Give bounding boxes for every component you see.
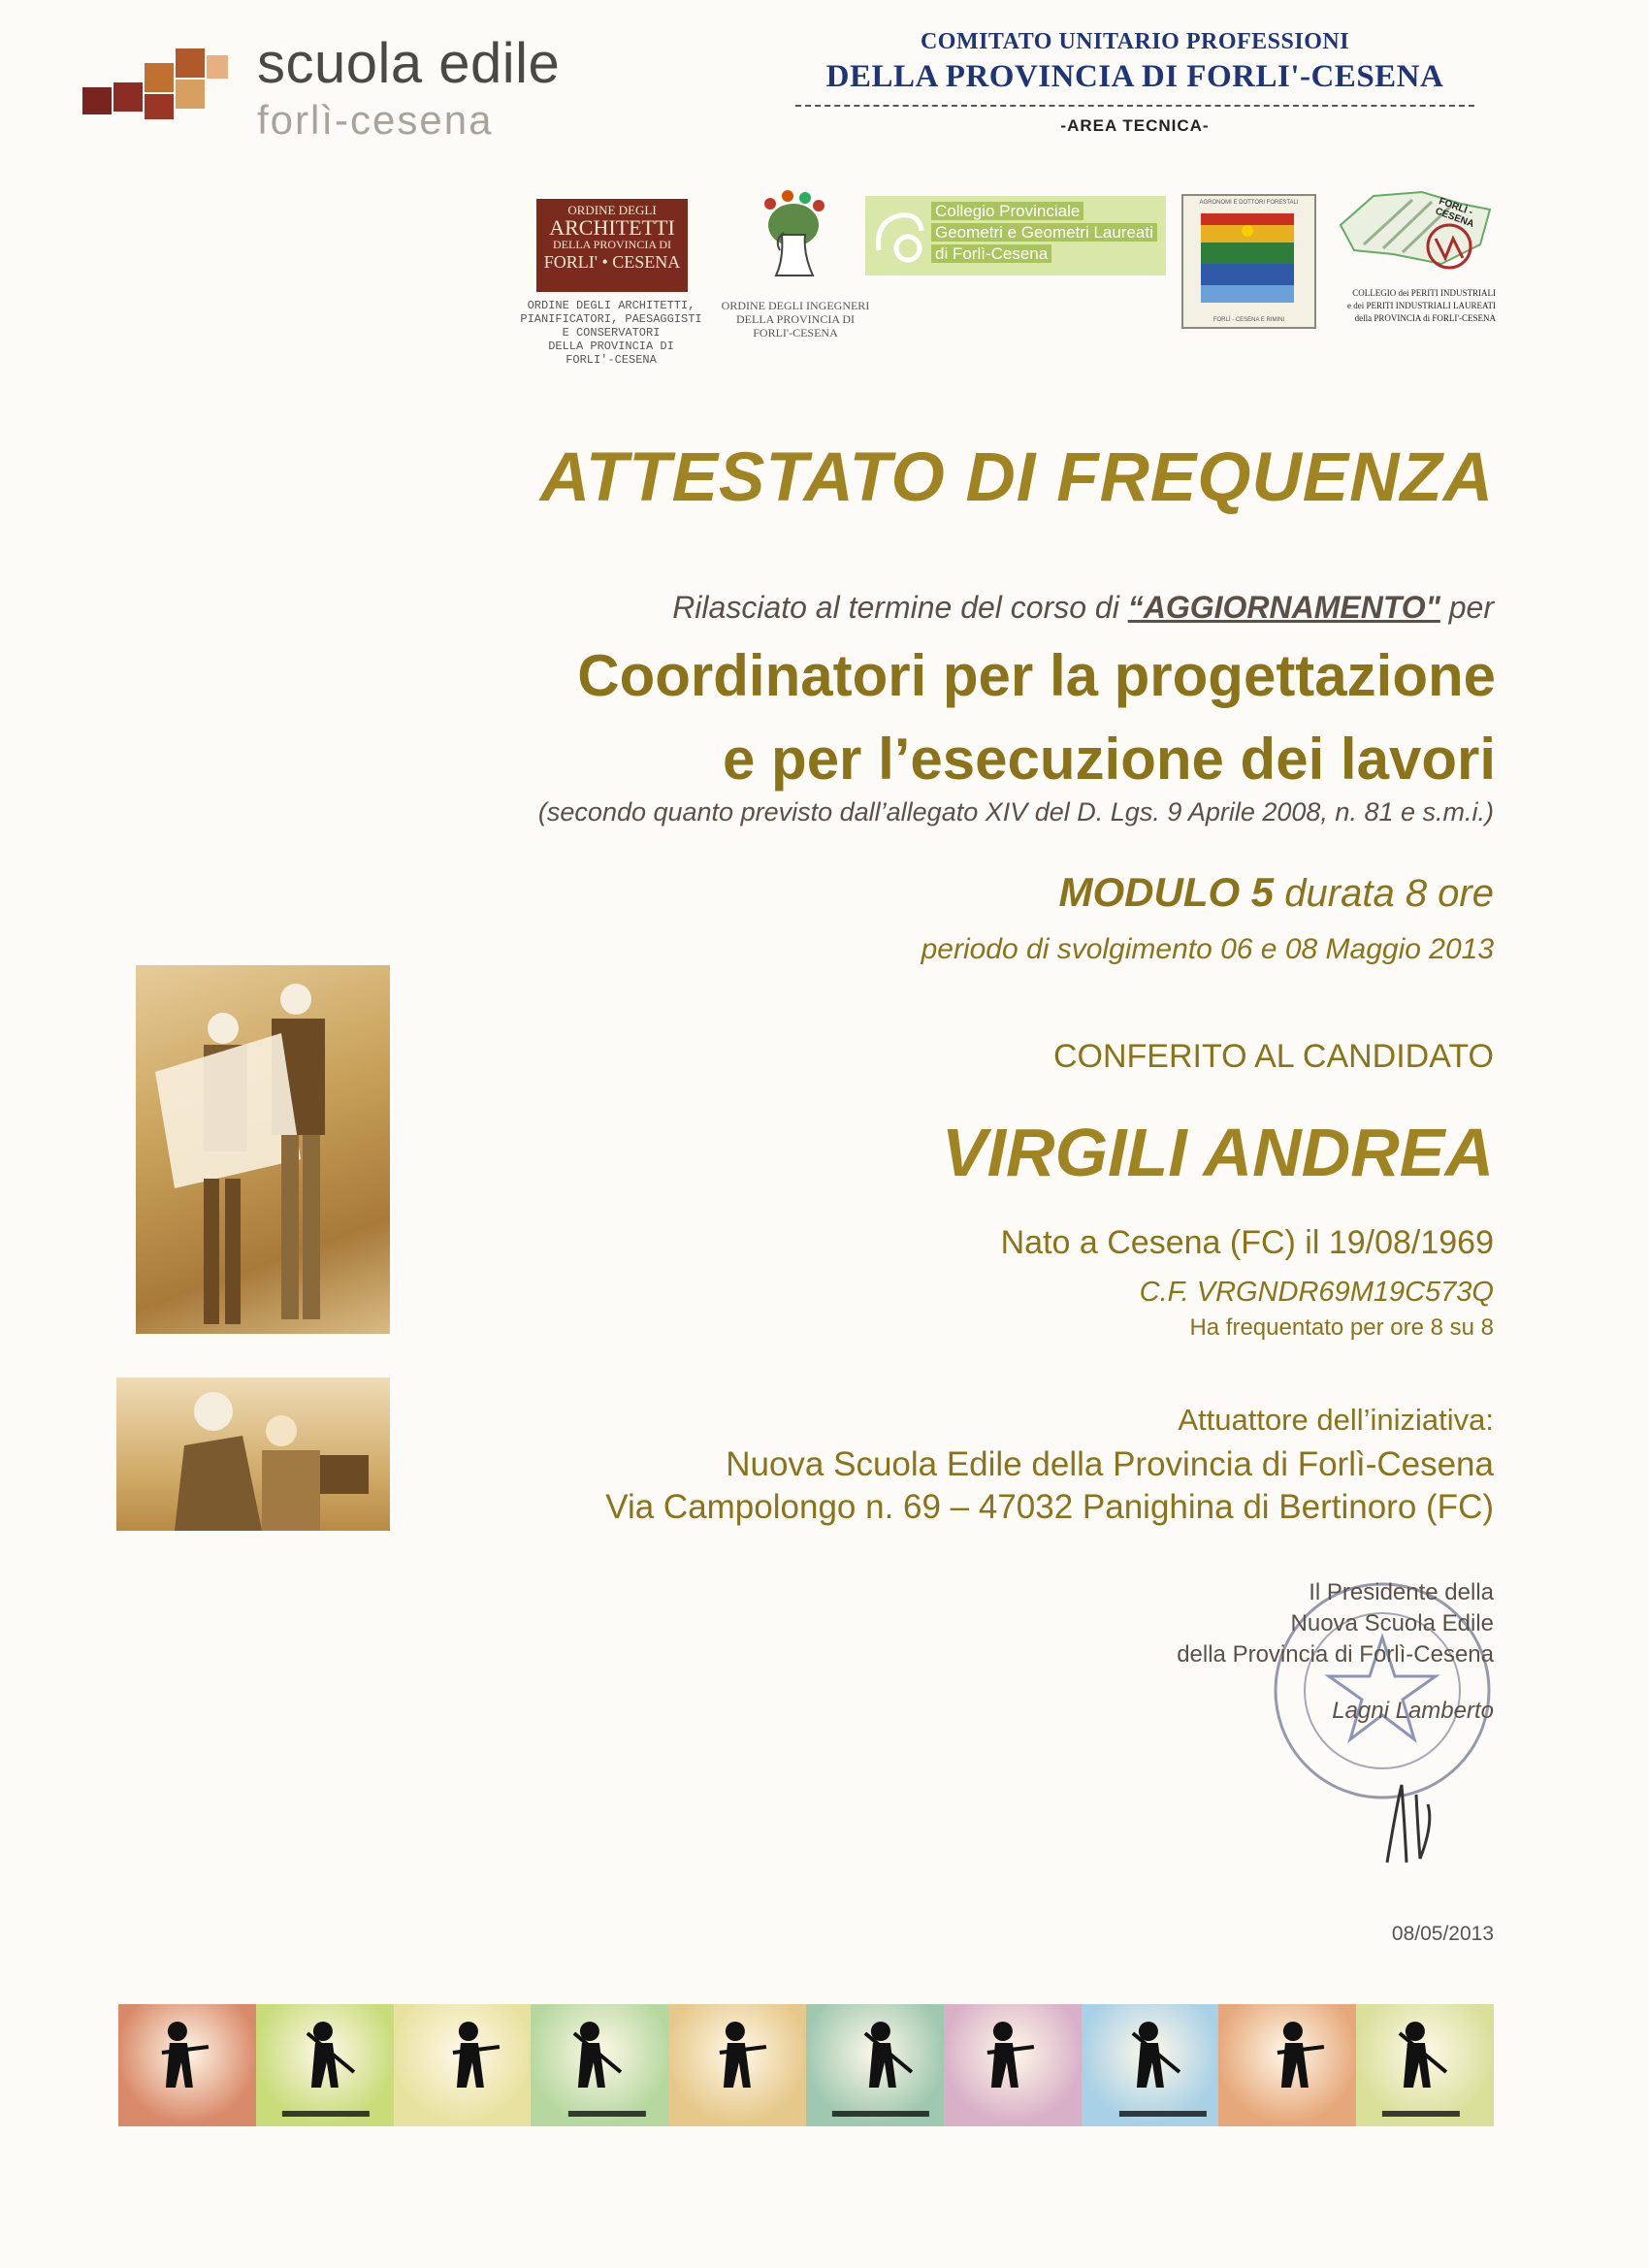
logo-title: scuola edile (257, 32, 561, 95)
worker-silhouette-icon (1218, 2004, 1356, 2126)
worker-silhouette-icon (118, 2004, 256, 2126)
periti-map-icon (1335, 186, 1496, 283)
architects-caption (485, 299, 737, 367)
logo-subtitle: forlì-cesena (257, 97, 494, 143)
committee-line2: DELLA PROVINCIA DI FORLI'-CESENA (825, 59, 1444, 94)
certificate-title: ATTESTATO DI FREQUENZA (539, 439, 1494, 516)
worker-silhouette-tile (806, 2004, 944, 2126)
worker-silhouette-icon (668, 2004, 806, 2126)
implementer-address: Via Campolongo n. 69 – 47032 Panighina di Bertinoro (FC) (605, 1488, 1494, 1526)
agronomi-bottom-text: FORLÌ - CESENA E RIMINI (1212, 317, 1285, 323)
fiscal-code: C.F. VRGNDR69M19C573Q (1139, 1277, 1494, 1308)
worker-silhouette-strip (118, 2004, 1494, 2126)
agronomi-landscape-icon (1201, 213, 1294, 303)
worker-silhouette-tile (1082, 2004, 1219, 2126)
geometri-badge-line2: Geometri e Geometri Laureati (931, 223, 1157, 242)
course-period: periodo di svolgimento 06 e 08 Maggio 2013 (921, 933, 1494, 965)
implementer-name: Nuova Scuola Edile della Provincia di Forlì-Cesena (726, 1445, 1494, 1483)
geometri-college-logo (865, 196, 1166, 275)
divider (795, 105, 1474, 107)
issued-suffix: per (1439, 590, 1494, 625)
president-line2: Nuova Scuola Edile (1290, 1610, 1494, 1636)
attendance-hours: Ha frequentato per ore 8 su 8 (1189, 1314, 1494, 1341)
signature-icon (1358, 1766, 1474, 1882)
committee-header (795, 29, 1474, 136)
architects-badge-line1: ORDINE DEGLI (567, 203, 657, 217)
agronomi-top-text: AGRONOMI E DOTTORI FORESTALI (1199, 200, 1299, 206)
periti-caption-line: COLLEGIO dei PERITI INDUSTRIALI (1352, 288, 1496, 298)
engineers-caption-line: ORDINE DEGLI INGEGNERI (721, 299, 870, 312)
periti-badge-text: FORLÌ - CESENA (1434, 196, 1476, 230)
architects-caption-line: E CONSERVATORI (562, 326, 661, 340)
scuola-edile-logo-icon (82, 44, 228, 141)
course-type: “AGGIORNAMENTO" (1127, 590, 1440, 625)
architects-caption-line: FORLI'-CESENA (566, 353, 657, 367)
worker-silhouette-tile (1218, 2004, 1356, 2126)
worker-silhouette-tile (531, 2004, 668, 2126)
engineers-order-logo-icon (745, 186, 838, 293)
worker-silhouette-icon (806, 2004, 944, 2126)
area-label: -AREA TECNICA- (1060, 116, 1210, 135)
course-title-line1: Coordinatori per la progettazione (577, 643, 1496, 708)
worker-silhouette-icon (1356, 2004, 1494, 2126)
engineers-at-laptop-image (116, 1377, 390, 1531)
worker-silhouette-tile (256, 2004, 394, 2126)
worker-silhouette-tile (118, 2004, 256, 2126)
geometri-badge-line3: di Forlì-Cesena (931, 244, 1051, 263)
worker-silhouette-tile (668, 2004, 806, 2126)
conferred-label: CONFERITO AL CANDIDATO (1052, 1038, 1494, 1075)
issued-statement (194, 590, 1494, 626)
course-title-line2: e per l’esecuzione dei lavori (723, 727, 1496, 792)
issued-prefix: Rilasciato al termine del corso di (672, 590, 1128, 625)
president-line3: della Provincia di Forlì-Cesena (1177, 1641, 1494, 1668)
worker-silhouette-tile (394, 2004, 532, 2126)
issue-date: 08/05/2013 (1391, 1923, 1494, 1945)
president-name: Lagni Lamberto (1332, 1698, 1494, 1724)
architects-order-logo (536, 199, 688, 292)
architects-caption-line: DELLA PROVINCIA DI (548, 340, 674, 353)
geometri-mark-icon (871, 202, 929, 270)
geometri-badge-line1: Collegio Provinciale (931, 202, 1083, 220)
worker-silhouette-icon (1082, 2004, 1219, 2126)
worker-silhouette-icon (531, 2004, 668, 2126)
law-reference: (secondo quanto previsto dall’allegato XIV del D. Lgs. 9 Aprile 2008, n. 81 e s.m.i.) (537, 797, 1494, 826)
engineers-caption-line: FORLI'-CESENA (753, 326, 838, 340)
engineers-caption-line: DELLA PROVINCIA DI (736, 312, 855, 326)
implementer-label: Attuattore dell’iniziativa: (1178, 1403, 1494, 1437)
architects-caption-line: PIANIFICATORI, PAESAGGISTI (520, 312, 702, 326)
worker-silhouette-icon (394, 2004, 532, 2126)
architects-badge-line2: ARCHITETTI (549, 215, 675, 240)
module-info (194, 869, 1494, 916)
worker-silhouette-icon (256, 2004, 394, 2126)
architects-badge-line4: FORLI' • CESENA (543, 252, 681, 272)
periti-caption (1335, 287, 1496, 325)
periti-caption-line: della PROVINCIA di FORLI'-CESENA (1354, 313, 1496, 323)
architects-badge-line3: DELLA PROVINCIA DI (553, 238, 671, 251)
candidate-name: VIRGILI ANDREA (941, 1115, 1494, 1190)
module-number: MODULO 5 (1058, 869, 1275, 915)
engineers-caption (713, 299, 878, 340)
worker-silhouette-tile (944, 2004, 1082, 2126)
workers-photo (136, 965, 390, 1334)
architects-caption-line: ORDINE DEGLI ARCHITETTI, (527, 299, 695, 312)
module-duration: durata 8 ore (1274, 872, 1494, 915)
agronomi-order-logo (1181, 194, 1316, 329)
worker-silhouette-icon (944, 2004, 1082, 2126)
workers-with-blueprint-image (136, 965, 390, 1334)
periti-caption-line: e dei PERITI INDUSTRIALI LAUREATI (1347, 301, 1496, 310)
worker-silhouette-tile (1356, 2004, 1494, 2126)
office-photo (116, 1377, 390, 1531)
candidate-birth: Nato a Cesena (FC) il 19/08/1969 (1000, 1224, 1494, 1261)
committee-line1: COMITATO UNITARIO PROFESSIONI (920, 29, 1350, 54)
president-line1: Il Presidente della (1309, 1579, 1494, 1605)
periti-college-logo (1335, 186, 1496, 330)
